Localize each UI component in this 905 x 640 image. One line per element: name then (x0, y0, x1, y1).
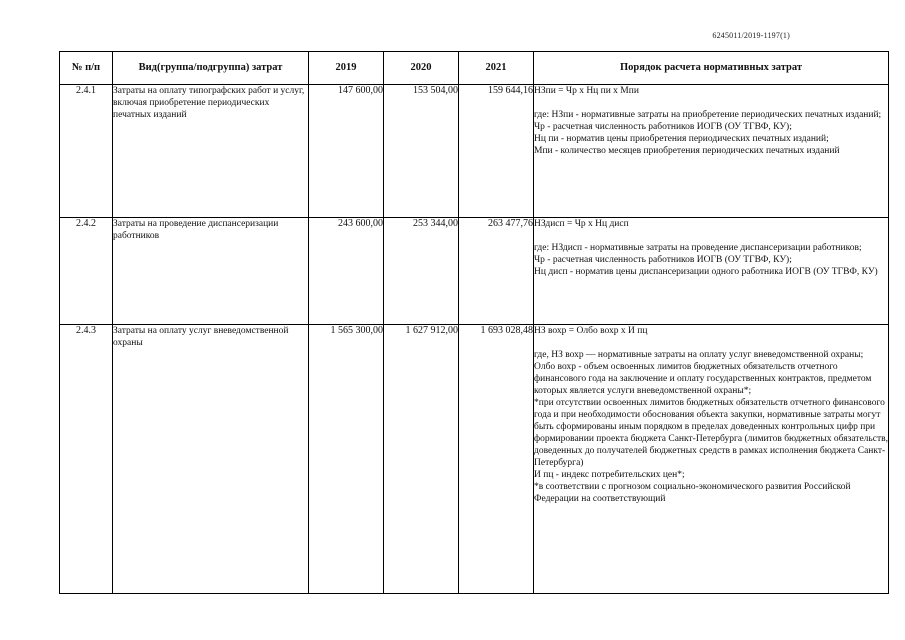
row-number: 2.4.2 (60, 218, 113, 325)
method-line: где: НЗдисп - нормативные затраты на проведение диспансеризации работников; (534, 243, 862, 253)
value-2019: 1 565 300,00 (309, 325, 384, 594)
row-number: 2.4.1 (60, 85, 113, 218)
cost-type: Затраты на оплату типографских работ и услуг, включая приобретение периодических печатных изданий (113, 85, 309, 218)
value-2020: 153 504,00 (384, 85, 459, 218)
row-number: 2.4.3 (60, 325, 113, 594)
table-row (60, 85, 889, 218)
method-line: *в соответствии с прогнозом социально-экономического развития Российской Федерации на соответствующий (534, 482, 851, 504)
calculation-method (534, 218, 889, 325)
header-method: Порядок расчета нормативных затрат (534, 52, 889, 85)
calculation-method (534, 325, 889, 594)
header-num: № п/п (60, 52, 113, 85)
method-line: Чр - расчетная численность работников ИОГВ (ОУ ТГВФ, КУ); (534, 122, 792, 132)
method-line: где, НЗ вохр — нормативные затраты на оплату услуг вневедомственной охраны; (534, 350, 864, 360)
method-line: *при отсутствии освоенных лимитов бюджетных обязательств отчетного финансового года и при необходимости обоснования объекта закупки, нормативные затраты могут быть сформированы иным порядком в пределах доведенных контрольных цифр при формировании проекта бюджета Санкт-Петербурга (лимитов бюджетных обязательств, доведенных до получателей бюджетных средств в рамках исполнения бюджета Санкт-Петербурга) (534, 398, 888, 468)
header-2021: 2021 (459, 52, 534, 85)
formula: НЗпи = Чр х Нц пи х Мпи (534, 86, 639, 96)
value-2020: 1 627 912,00 (384, 325, 459, 594)
header-2019: 2019 (309, 52, 384, 85)
value-2021: 1 693 028,48 (459, 325, 534, 594)
method-line: Олбо вохр - объем освоенных лимитов бюджетных обязательств отчетного финансового года на заключение и оплату государственных контрактов, предметом которых является услуги вневедомственной охраны*; (534, 362, 872, 396)
calculation-method (534, 85, 889, 218)
value-2019: 243 600,00 (309, 218, 384, 325)
value-2019: 147 600,00 (309, 85, 384, 218)
formula: НЗдисп = Чр х Нц дисп (534, 219, 629, 229)
value-2021: 159 644,16 (459, 85, 534, 218)
value-2020: 253 344,00 (384, 218, 459, 325)
document-number: 6245011/2019-1197(1) (712, 31, 790, 40)
method-line: Нц пи - норматив цены приобретения периодических печатных изданий; (534, 134, 829, 144)
method-line: Мпи - количество месяцев приобретения периодических печатных изданий (534, 146, 840, 156)
method-line: Нц дисп - норматив цены диспансеризации одного работника ИОГВ (ОУ ТГВФ, КУ) (534, 267, 878, 277)
method-line: Чр - расчетная численность работников ИОГВ (ОУ ТГВФ, КУ); (534, 255, 792, 265)
header-2020: 2020 (384, 52, 459, 85)
cost-type: Затраты на проведение диспансеризации работников (113, 218, 309, 325)
header-type: Вид(группа/подгруппа) затрат (113, 52, 309, 85)
method-line: И пц - индекс потребительских цен*; (534, 470, 685, 480)
formula: НЗ вохр = Олбо вохр х И пц (534, 326, 648, 336)
cost-type: Затраты на оплату услуг вневедомственной охраны (113, 325, 309, 594)
budget-table (59, 51, 889, 594)
table-row (60, 218, 889, 325)
table-row (60, 325, 889, 594)
table-header-row (60, 52, 889, 85)
method-line: где: НЗпи - нормативные затраты на приобретение периодических печатных изданий; (534, 110, 882, 120)
value-2021: 263 477,76 (459, 218, 534, 325)
